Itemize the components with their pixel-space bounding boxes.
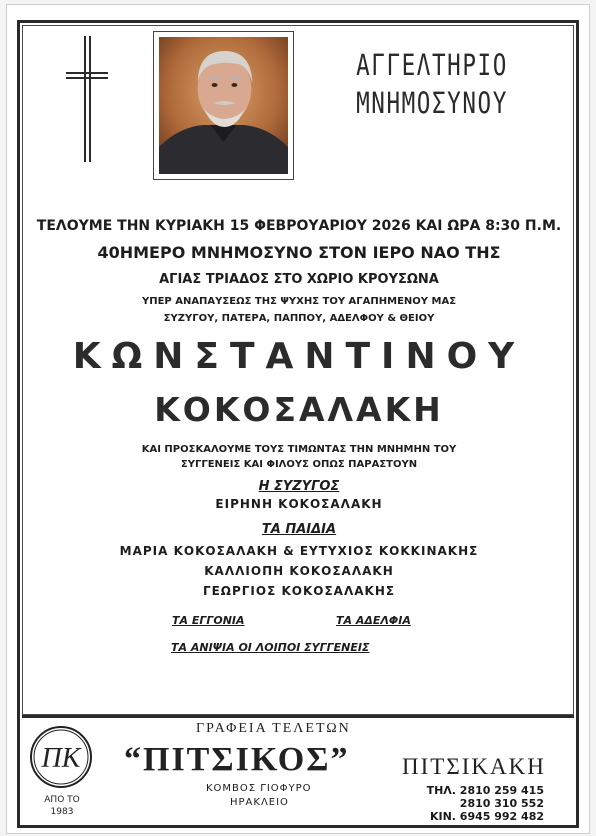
agency-name: “ΠΙΤΣΙΚΟΣ”	[124, 741, 350, 778]
siblings-label: ΤΑ ΑΔΕΛΦΙΑ	[336, 614, 411, 627]
service-date-line: ΤΕΛΟΥΜΕ ΤΗΝ ΚΥΡΙΑΚΗ 15 ΦΕΒΡΟΥΑΡΙΟΥ 2026 ΚΑΙ ΩΡΑ 8:30 Π.Μ.	[36, 218, 562, 234]
funeral-home-logo	[29, 725, 93, 789]
spouse-name: ΕΙΡΗΝΗ ΚΟΚΟΣΑΛΑΚΗ	[215, 497, 383, 511]
deceased-last-name: ΚΟΚΟΣΑΛΑΚΗ	[154, 390, 444, 429]
logo-initials: ΠΚ	[41, 743, 81, 774]
deceased-first-name: ΚΩΝΣΤΑΝΤΙΝΟΥ	[72, 336, 526, 377]
cross-icon	[62, 36, 112, 164]
church-location-line: ΑΓΙΑΣ ΤΡΙΑΔΟΣ ΣΤΟ ΧΩΡΙΟ ΚΡΟΥΣΩΝΑ	[159, 272, 439, 287]
children-heading: ΤΑ ΠΑΙΔΙΑ	[261, 522, 337, 537]
title-line-2: ΜΝΗΜΟΣΥΝΟΥ	[356, 86, 508, 120]
footer-divider	[22, 715, 574, 718]
phone-1: ΤΗΛ. 2810 259 415	[426, 784, 544, 797]
title-line-1: ΑΓΓΕΛΤΗΡΙΟ	[356, 48, 508, 82]
page-title	[342, 46, 523, 122]
phone-2: 2810 310 552	[459, 797, 544, 810]
since-label: ΑΠΟ ΤΟ	[44, 795, 80, 805]
agency-title: ΓΡΑΦΕΙΑ ΤΕΛΕΤΩΝ	[196, 721, 351, 736]
since-year	[24, 794, 100, 818]
portrait-photo	[153, 31, 294, 180]
agency-surname: ΠΙΤΣΙΚΑΚΗ	[402, 754, 546, 779]
child-name: ΚΑΛΛΙΟΠΗ ΚΟΚΟΣΑΛΑΚΗ	[204, 564, 394, 578]
phone-numbers	[420, 784, 544, 823]
invitation-line-1: ΚΑΙ ΠΡΟΣΚΑΛΟΥΜΕ ΤΟΥΣ ΤΙΜΩΝΤΑΣ ΤΗΝ ΜΝΗΜΗΝ ΤΟΥ	[141, 444, 457, 455]
memorial-type-line: 40ΗΜΕΡΟ ΜΝΗΜΟΣΥΝΟ ΣΤΟΝ ΙΕΡΟ ΝΑΟ ΤΗΣ	[97, 243, 501, 262]
child-name: ΓΕΩΡΓΙΟΣ ΚΟΚΟΣΑΛΑΚΗΣ	[202, 584, 396, 598]
since-value: 1983	[50, 807, 74, 817]
mobile-phone: ΚΙΝ. 6945 992 482	[429, 810, 544, 823]
purpose-line: ΥΠΕΡ ΑΝΑΠΑΥΣΕΩΣ ΤΗΣ ΨΥΧΗΣ ΤΟΥ ΑΓΑΠΗΜΕΝΟΥ ΜΑΣ	[141, 296, 457, 307]
invitation-line-2: ΣΥΓΓΕΝΕΙΣ ΚΑΙ ΦΙΛΟΥΣ ΟΠΩΣ ΠΑΡΑΣΤΟΥΝ	[180, 459, 418, 470]
agency-city: ΗΡΑΚΛΕΙΟ	[230, 797, 289, 808]
child-name: ΜΑΡΙΑ ΚΟΚΟΣΑΛΑΚΗ & ΕΥΤΥΧΙΟΣ ΚΟΚΚΙΝΑΚΗΣ	[119, 544, 479, 558]
relatives-label: ΤΑ ΑΝΙΨΙΑ ΟΙ ΛΟΙΠΟΙ ΣΥΓΓΕΝΕΙΣ	[171, 641, 370, 654]
grandchildren-label: ΤΑ ΕΓΓΟΝΙΑ	[172, 614, 245, 627]
spouse-heading: Η ΣΥΖΥΓΟΣ	[258, 479, 340, 494]
agency-address: ΚΟΜΒΟΣ ΓΙΟΦΥΡΟ	[206, 783, 312, 794]
relations-line: ΣΥΖΥΓΟΥ, ΠΑΤΕΡΑ, ΠΑΠΠΟΥ, ΑΔΕΛΦΟΥ & ΘΕΙΟΥ	[163, 313, 435, 324]
